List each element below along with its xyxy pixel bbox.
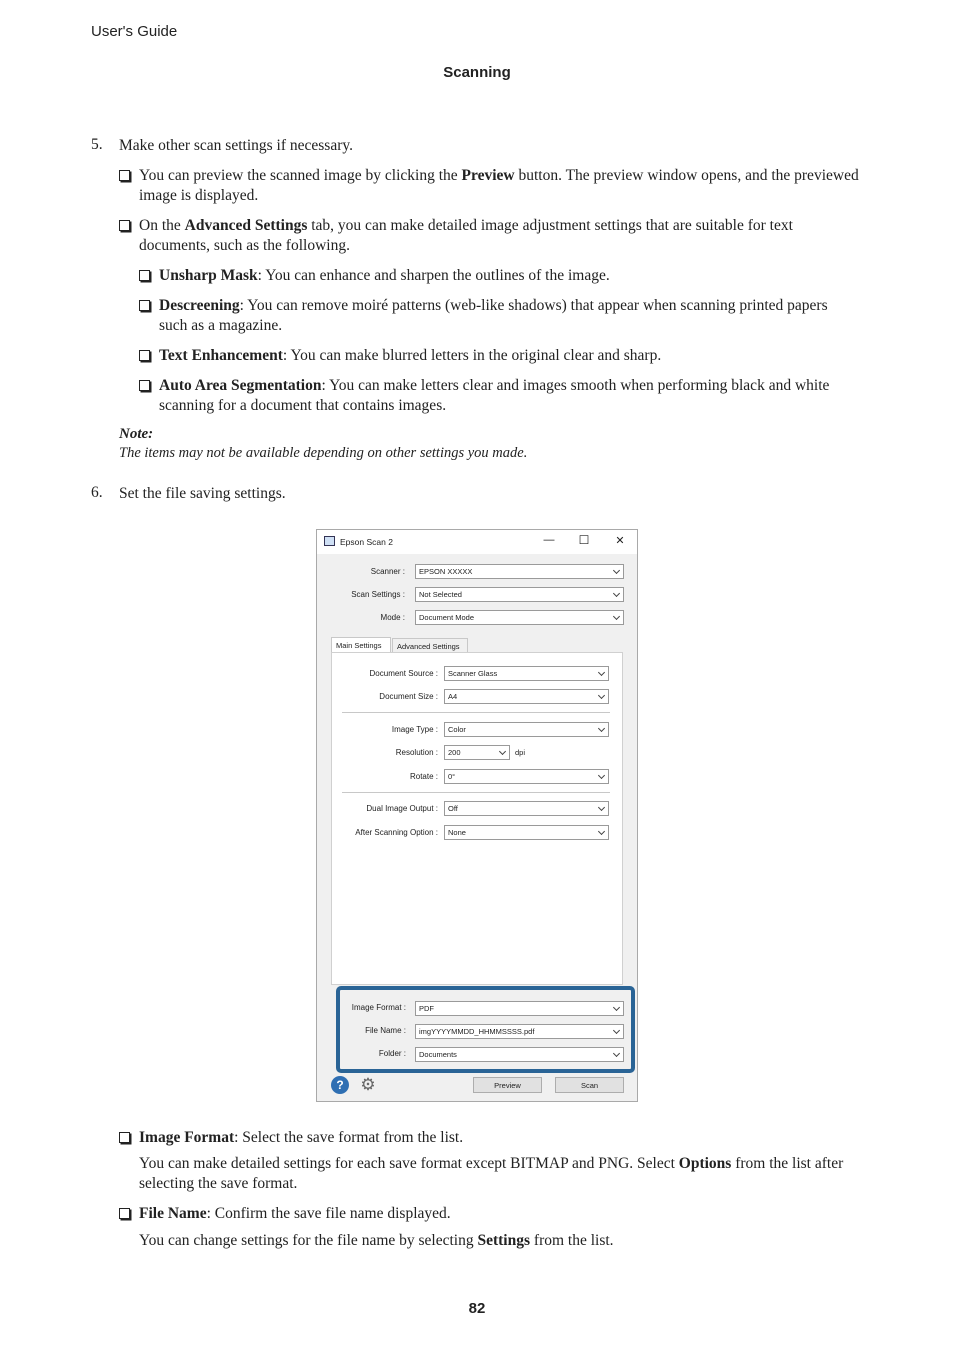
scan-settings-label: Scan Settings : bbox=[351, 590, 405, 599]
dual-image-output-label: Dual Image Output : bbox=[366, 804, 438, 813]
dialog-title: Epson Scan 2 bbox=[340, 537, 393, 547]
rotate-select[interactable]: 0° bbox=[444, 769, 609, 784]
resolution-unit: dpi bbox=[515, 748, 526, 757]
bullet-box-icon bbox=[119, 220, 130, 231]
after-scanning-select[interactable]: None bbox=[444, 825, 609, 840]
sub-bullet-descreening: Descreening: You can remove moiré patterns (web-like shadows) that appear when scanning printed papers such as a magazine. bbox=[139, 296, 859, 336]
tab-advanced-settings[interactable]: Advanced Settings bbox=[392, 638, 468, 653]
preview-button[interactable]: Preview bbox=[473, 1077, 542, 1093]
scan-settings-select[interactable]: Not Selected bbox=[415, 587, 624, 602]
folder-label: Folder : bbox=[378, 1049, 406, 1058]
file-name-paragraph: You can change settings for the file name by selecting Settings from the list. bbox=[139, 1232, 614, 1249]
chevron-down-icon bbox=[613, 1027, 620, 1034]
bullet-box-icon bbox=[119, 1132, 130, 1143]
divider bbox=[342, 792, 610, 793]
step-5-number: 5. bbox=[91, 136, 103, 153]
bullet-box-icon bbox=[139, 270, 150, 281]
chevron-down-icon bbox=[613, 590, 620, 597]
running-header: User's Guide bbox=[91, 23, 178, 40]
note-text: The items may not be available depending on other settings you made. bbox=[119, 445, 528, 461]
minimize-icon[interactable]: — bbox=[543, 534, 555, 546]
resolution-label: Resolution : bbox=[395, 748, 438, 757]
image-format-select[interactable]: PDF bbox=[415, 1001, 624, 1016]
chevron-down-icon bbox=[598, 692, 605, 699]
help-icon[interactable]: ? bbox=[331, 1076, 349, 1094]
bullet-preview: You can preview the scanned image by clicking the Preview button. The preview window opens, and the previewed image is displayed. bbox=[119, 166, 859, 206]
sub-bullet-auto-area: Auto Area Segmentation: You can make letters clear and images smooth when performing black and white scanning for a document that contains images. bbox=[139, 376, 859, 416]
image-type-label: Image Type : bbox=[391, 725, 438, 734]
after-scanning-label: After Scanning Option : bbox=[355, 828, 438, 837]
step-5-text: Make other scan settings if necessary. bbox=[119, 137, 353, 154]
sub-bullet-text-enhancement: Text Enhancement: You can make blurred letters in the original clear and sharp. bbox=[139, 346, 859, 366]
chevron-down-icon bbox=[598, 669, 605, 676]
scanner-label: Scanner : bbox=[370, 567, 405, 576]
note-heading: Note: bbox=[119, 426, 154, 442]
scanner-select[interactable]: EPSON XXXXX bbox=[415, 564, 624, 579]
chevron-down-icon bbox=[598, 828, 605, 835]
dual-image-output-select[interactable]: Off bbox=[444, 801, 609, 816]
sub-bullet-unsharp: Unsharp Mask: You can enhance and sharpen the outlines of the image. bbox=[139, 266, 859, 286]
chevron-down-icon bbox=[613, 567, 620, 574]
main-settings-panel bbox=[331, 652, 623, 985]
image-type-select[interactable]: Color bbox=[444, 722, 609, 737]
divider bbox=[342, 712, 610, 713]
epson-scan-dialog bbox=[316, 529, 638, 1102]
document-size-label: Document Size : bbox=[379, 692, 438, 701]
document-source-select[interactable]: Scanner Glass bbox=[444, 666, 609, 681]
chevron-down-icon bbox=[613, 1004, 620, 1011]
document-size-select[interactable]: A4 bbox=[444, 689, 609, 704]
gear-icon[interactable]: ⚙ bbox=[360, 1075, 376, 1094]
bullet-file-name: File Name: Confirm the save file name displayed. bbox=[119, 1204, 859, 1224]
tab-main-settings[interactable]: Main Settings bbox=[331, 637, 391, 652]
resolution-select[interactable]: 200 bbox=[444, 745, 510, 760]
folder-select[interactable]: Documents bbox=[415, 1047, 624, 1062]
image-format-label: Image Format : bbox=[351, 1003, 406, 1012]
bullet-advanced-settings: On the Advanced Settings tab, you can make detailed image adjustment settings that are suitable for text documents, such as the following. bbox=[119, 216, 859, 256]
step-6-text: Set the file saving settings. bbox=[119, 485, 286, 502]
bullet-image-format: Image Format: Select the save format from the list. bbox=[119, 1128, 859, 1148]
dialog-titlebar bbox=[317, 530, 637, 554]
page-number: 82 bbox=[468, 1300, 486, 1317]
chevron-down-icon bbox=[598, 725, 605, 732]
scan-button[interactable]: Scan bbox=[555, 1077, 624, 1093]
bullet-box-icon bbox=[139, 300, 150, 311]
step-6-number: 6. bbox=[91, 484, 103, 501]
document-source-label: Document Source : bbox=[369, 669, 438, 678]
bullet-box-icon bbox=[119, 170, 130, 181]
bullet-box-icon bbox=[119, 1208, 130, 1219]
chevron-down-icon bbox=[613, 1050, 620, 1057]
image-format-paragraph: You can make detailed settings for each save format except BITMAP and PNG. Select Options from the list after selecting the save format. bbox=[139, 1155, 844, 1192]
chevron-down-icon bbox=[613, 613, 620, 620]
rotate-label: Rotate : bbox=[409, 772, 438, 781]
chevron-down-icon bbox=[598, 772, 605, 779]
mode-label: Mode : bbox=[380, 613, 405, 622]
chevron-down-icon bbox=[598, 804, 605, 811]
bullet-box-icon bbox=[139, 350, 150, 361]
file-settings-highlight bbox=[336, 986, 635, 1073]
app-icon bbox=[324, 536, 335, 546]
bullet-box-icon bbox=[139, 380, 150, 391]
chevron-down-icon bbox=[499, 748, 506, 755]
close-icon[interactable]: ✕ bbox=[615, 535, 625, 547]
mode-select[interactable]: Document Mode bbox=[415, 610, 624, 625]
maximize-icon[interactable]: ☐ bbox=[578, 533, 590, 547]
file-name-select[interactable]: imgYYYYMMDD_HHMMSSSS.pdf bbox=[415, 1024, 624, 1039]
file-name-label: File Name : bbox=[365, 1026, 406, 1035]
section-title: Scanning bbox=[443, 64, 511, 81]
